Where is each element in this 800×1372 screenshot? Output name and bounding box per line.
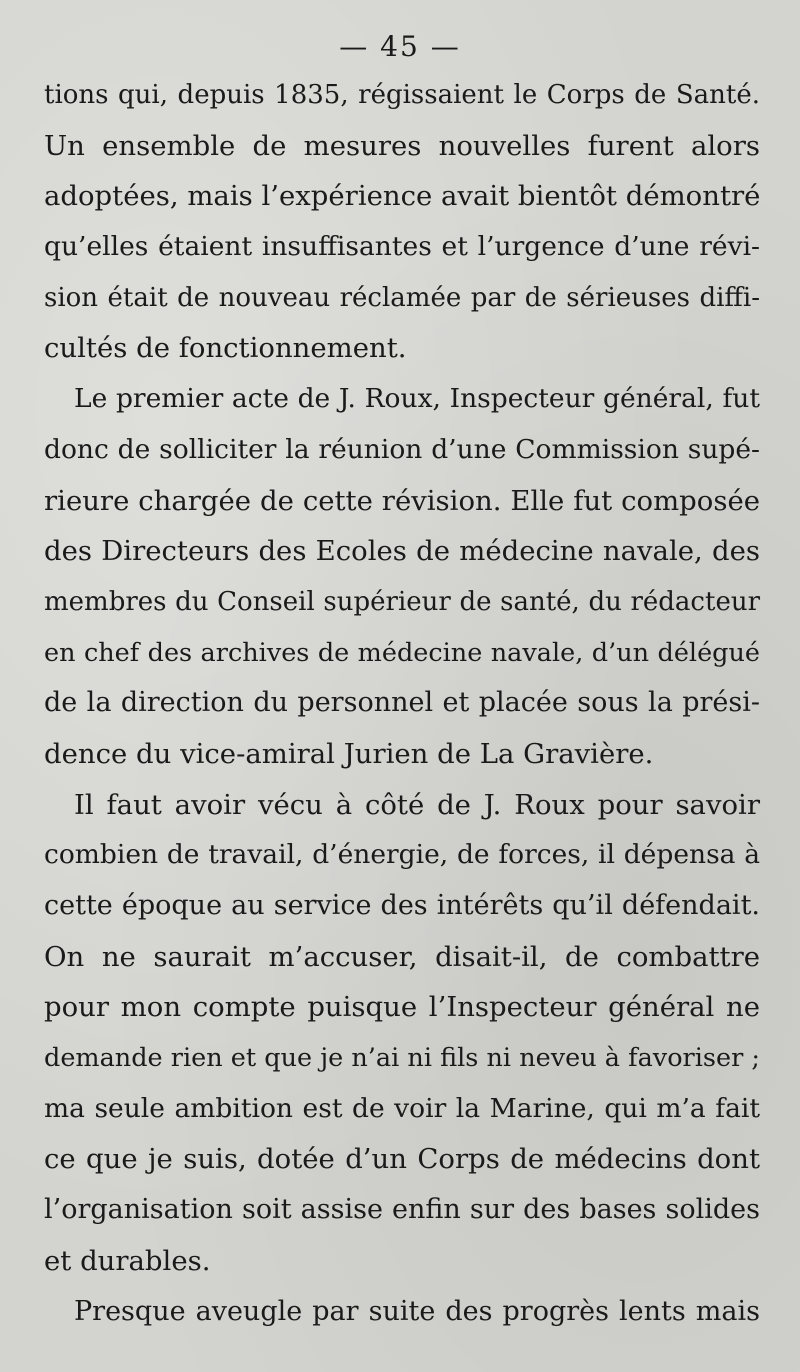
paragraph — [44, 1287, 760, 1338]
text-line: de la direction du personnel et placée sous la prési- — [44, 687, 760, 719]
text-line: en chef des archives de médecine navale, d’un délégué — [44, 637, 760, 668]
text-line: dence du vice-amiral Jurien de La Gravière. — [44, 737, 654, 770]
paragraph — [44, 780, 760, 1287]
text-line: Le premier acte de J. Roux, Inspecteur général, fut — [74, 383, 760, 415]
text-line: cultés de fonctionnement. — [44, 332, 407, 365]
body-text — [44, 70, 760, 1337]
text-line: Un ensemble de mesures nouvelles furent alors — [44, 129, 760, 162]
text-line: combien de travail, d’énergie, de forces, il dépensa à — [44, 839, 760, 871]
text-line: adoptées, mais l’expérience avait bientôt démontré — [44, 180, 761, 213]
text-line: ce que je suis, dotée d’un Corps de médecins dont — [44, 1143, 760, 1176]
text-line: tions qui, depuis 1835, régissaient le Corps de Santé. — [44, 80, 760, 110]
text-line: pour mon compte puisque l’Inspecteur général ne — [44, 991, 760, 1024]
text-line: ma seule ambition est de voir la Marine, qui m’a fait — [44, 1092, 760, 1124]
text-line: cette époque au service des intérêts qu’il défendait. — [44, 890, 760, 921]
text-line: rieure chargée de cette révision. Elle fut composée — [44, 484, 760, 517]
text-line: membres du Conseil supérieur de santé, du rédacteur — [44, 586, 760, 617]
text-line: On ne saurait m’accuser, disait-il, de combattre — [44, 940, 760, 973]
text-line: sion était de nouveau réclamée par de sérieuses diffi- — [44, 282, 760, 313]
paragraph — [44, 374, 760, 780]
text-line: des Directeurs des Ecoles de médecine navale, des — [44, 535, 760, 568]
text-line: l’organisation soit assise enfin sur des bases solides — [44, 1194, 760, 1226]
page-number: — 45 — — [339, 30, 461, 63]
paragraph — [44, 70, 760, 374]
text-line: et durables. — [44, 1244, 211, 1277]
text-line: donc de solliciter la réunion d’une Commission supé- — [44, 433, 760, 465]
text-line: Presque aveugle par suite des progrès lents mais — [74, 1295, 760, 1327]
text-line: demande rien et que je n’ai ni fils ni neveu à favoriser ; — [44, 1043, 760, 1074]
text-line: Il faut avoir vécu à côté de J. Roux pour savoir — [74, 788, 760, 821]
text-line: qu’elles étaient insuffisantes et l’urgence d’une révi- — [44, 231, 760, 263]
